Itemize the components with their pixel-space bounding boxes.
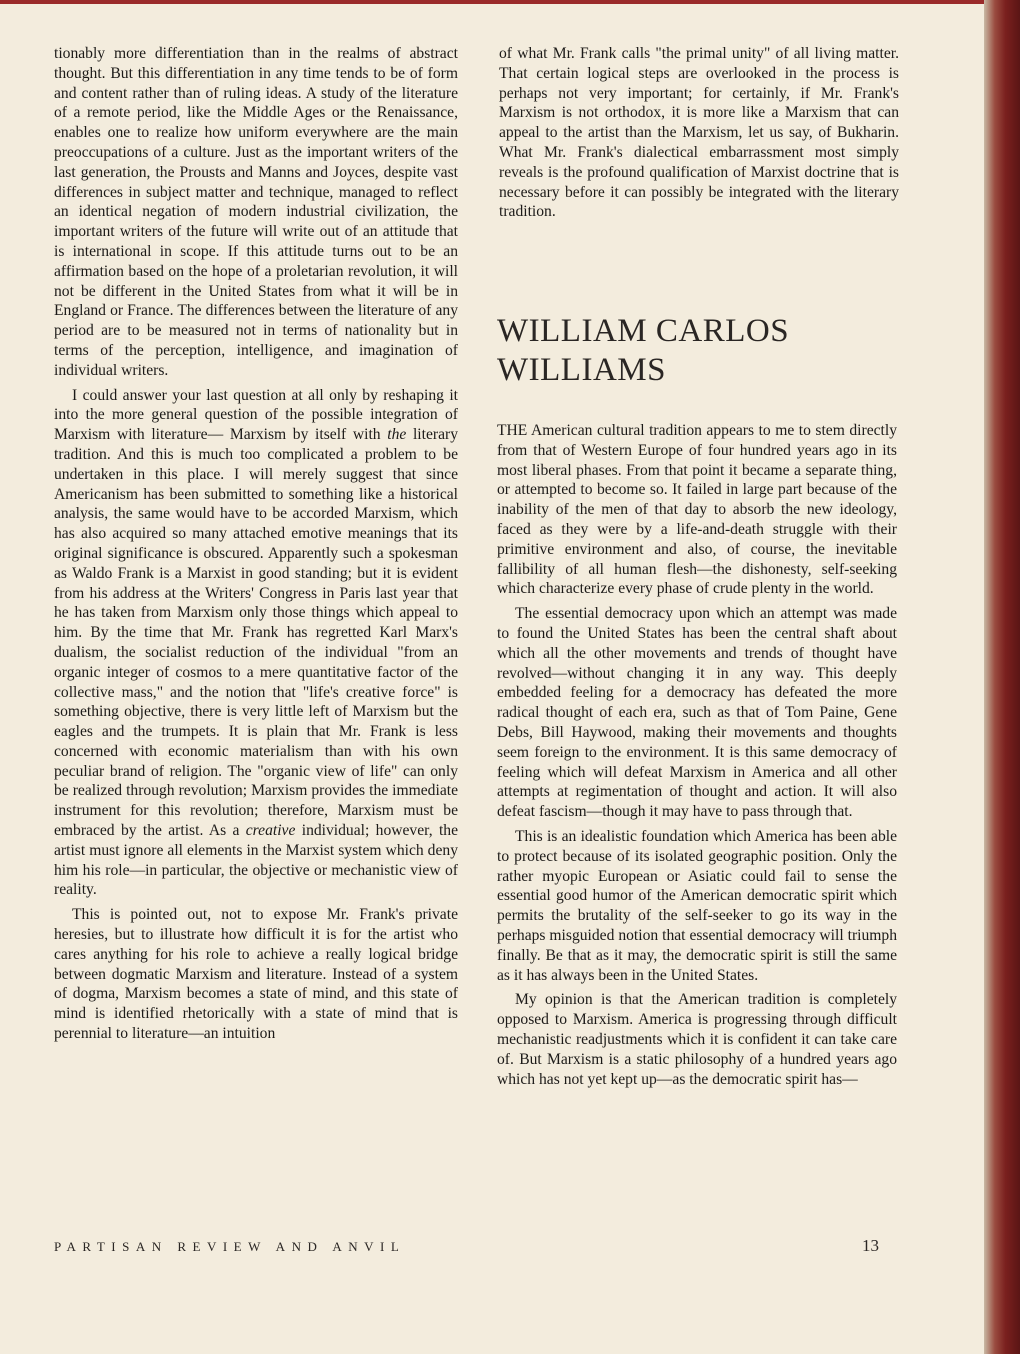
left-paragraph-2-emphasis-2: creative [245, 822, 296, 840]
left-column [54, 44, 458, 1044]
heading-line-1: WILLIAM CARLOS [497, 313, 790, 349]
left-paragraph-1: tionably more differentiation than in the realms of abstract thought. But this differentiation in any time tends to be of form and content rather than of ruling ideas. A study of the literature of a remote period, like the Middle Ages or the Renaissance, enables one to realize how uniform everywhere are the main preoccupations of a culture. Just as the important writers of the last generation, the Prousts and Manns and Joyces, despite vast differences in subject matter and technique, managed to reflect an identical negation of modern industrial civilization, the important writers of the future will write out of an attitude that is international in scope. If this attitude turns out to be an affirmation based on the hope of a proletarian revolution, it will not be different in the United States from what it will be in England or France. The differences between the literature of any period are to be measured not in terms of nationality but in terms of the perception, intelligence, and imagination of individual writers. [54, 45, 458, 379]
heading-line-2: WILLIAMS [497, 352, 666, 388]
book-binding [984, 0, 1020, 1354]
page-top-edge [0, 0, 1020, 4]
right-column-body [497, 421, 897, 1089]
article-heading [497, 312, 917, 390]
left-paragraph-2 [54, 386, 458, 901]
right-paragraph-2: THE American cultural tradition appears to me to stem directly from that of Western Europe of four hundred years ago in its most liberal phases. From that point it became a separate thing, or attempted to become so. It failed in large part because of the inability of the men of that day to absorb the new ideology, faced as they were by a life-and-death struggle with their primitive environment and also, of course, the inevitable fallibility of all human flesh—the dishonesty, self-seeking which characterize every phase of crude plenty in the world. [497, 422, 897, 598]
right-paragraph-3: The essential democracy upon which an attempt was made to found the United States has been the central shaft about which all the other movements and trends of thought have revolved—without changing it in any way. This deeply embedded feeling for a democracy has defeated the more radical thought of each era, such as that of Tom Paine, Gene Debs, Bill Haywood, making their movements and thoughts seem foreign to the environment. It is this same democracy of feeling which will defeat Marxism in America and all other attempts at regimentation of thought and action. It will also defeat fascism—though it may have to pass through that. [497, 605, 897, 821]
running-footer: PARTISAN REVIEW AND ANVIL [54, 1239, 406, 1254]
right-paragraph-1: of what Mr. Frank calls "the primal unity" of all living matter. That certain logical steps are overlooked in the process is perhaps not very important; for certainly, if Mr. Frank's Marxism is not orthodox, it is more like a Marxism that can appeal to the artist than the Marxism, let us say, of Bukharin. What Mr. Frank's dialectical embarrassment most simply reveals is the profound qualification of Marxist doctrine that is necessary before it can possibly be integrated with the literary tradition. [499, 45, 899, 221]
right-paragraph-5: My opinion is that the American tradition is completely opposed to Marxism. America is progressing through difficult mechanistic readjustments which it is confident it can take care of. But Marxism is a static philosophy of a hundred years ago which has not yet kept up—as the democratic spirit has— [497, 991, 897, 1088]
left-paragraph-2-text-a: I could answer your last question at all only by reshaping it into the more general question of the possible integration of Marxism with literature— Marxism by itself with [54, 386, 458, 444]
left-paragraph-2-text-b: literary tradition. And this is much too complicated a problem to be undertaken in this place. I will merely suggest that since Americanism has been submitted to something like a historical analysis, the same would have to be accorded Marxism, which has also acquired so many attached emotive meanings that its original significance is obscured. Apparently such a spokesman as Waldo Frank is a Marxist in good standing; but it is evident from his address at the Writers' Congress in Paris last year that he has taken from Marxism only those things which appeal to him. By the time that Mr. Frank has regretted Karl Marx's dualism, the socialist reduction of the individual "from an organic integer of cosmos to a mere quantitative factor of the collective mass," and the notion that "life's creative force" is something objective, there is very little left of Marxism but the eagles and the trumpets. It is plain that Mr. Frank is less concerned with economic materialism than with his own peculiar brand of religion. The "organic view of life" can only be realized through revolution; Marxism provides the immediate instrument for this revolution; therefore, Marxism must be embraced by the artist. As a [54, 426, 459, 840]
left-paragraph-2-text-c: individual; however, the artist must ignore all elements in the Marxist system which deny him his role—in particular, the objective or mechanistic view of reality. [54, 822, 459, 899]
right-paragraph-4: This is an idealistic foundation which America has been able to protect because of its isolated geographic position. Only the rather myopic European or Asiatic could fail to sense the essential good humor of the American democratic spirit which permits the brutality of the self-seeker to go its way in the perhaps misguided notion that essential democracy will triumph finally. Be that as it may, the democratic spirit is still the same as it has always been in the United States. [497, 827, 897, 984]
left-paragraph-3: This is pointed out, not to expose Mr. Frank's private heresies, but to illustrate how difficult it is for the artist who cares anything for his role to achieve a really logical bridge between dogmatic Marxism and literature. Instead of a system of dogma, Marxism becomes a state of mind, and this state of mind is identified rhetorically with a state of mind that is perennial to literature—an intuition [54, 906, 458, 1043]
left-paragraph-2-emphasis: the [387, 426, 407, 444]
page-number: 13 [862, 1236, 879, 1255]
right-column-top [499, 44, 899, 222]
